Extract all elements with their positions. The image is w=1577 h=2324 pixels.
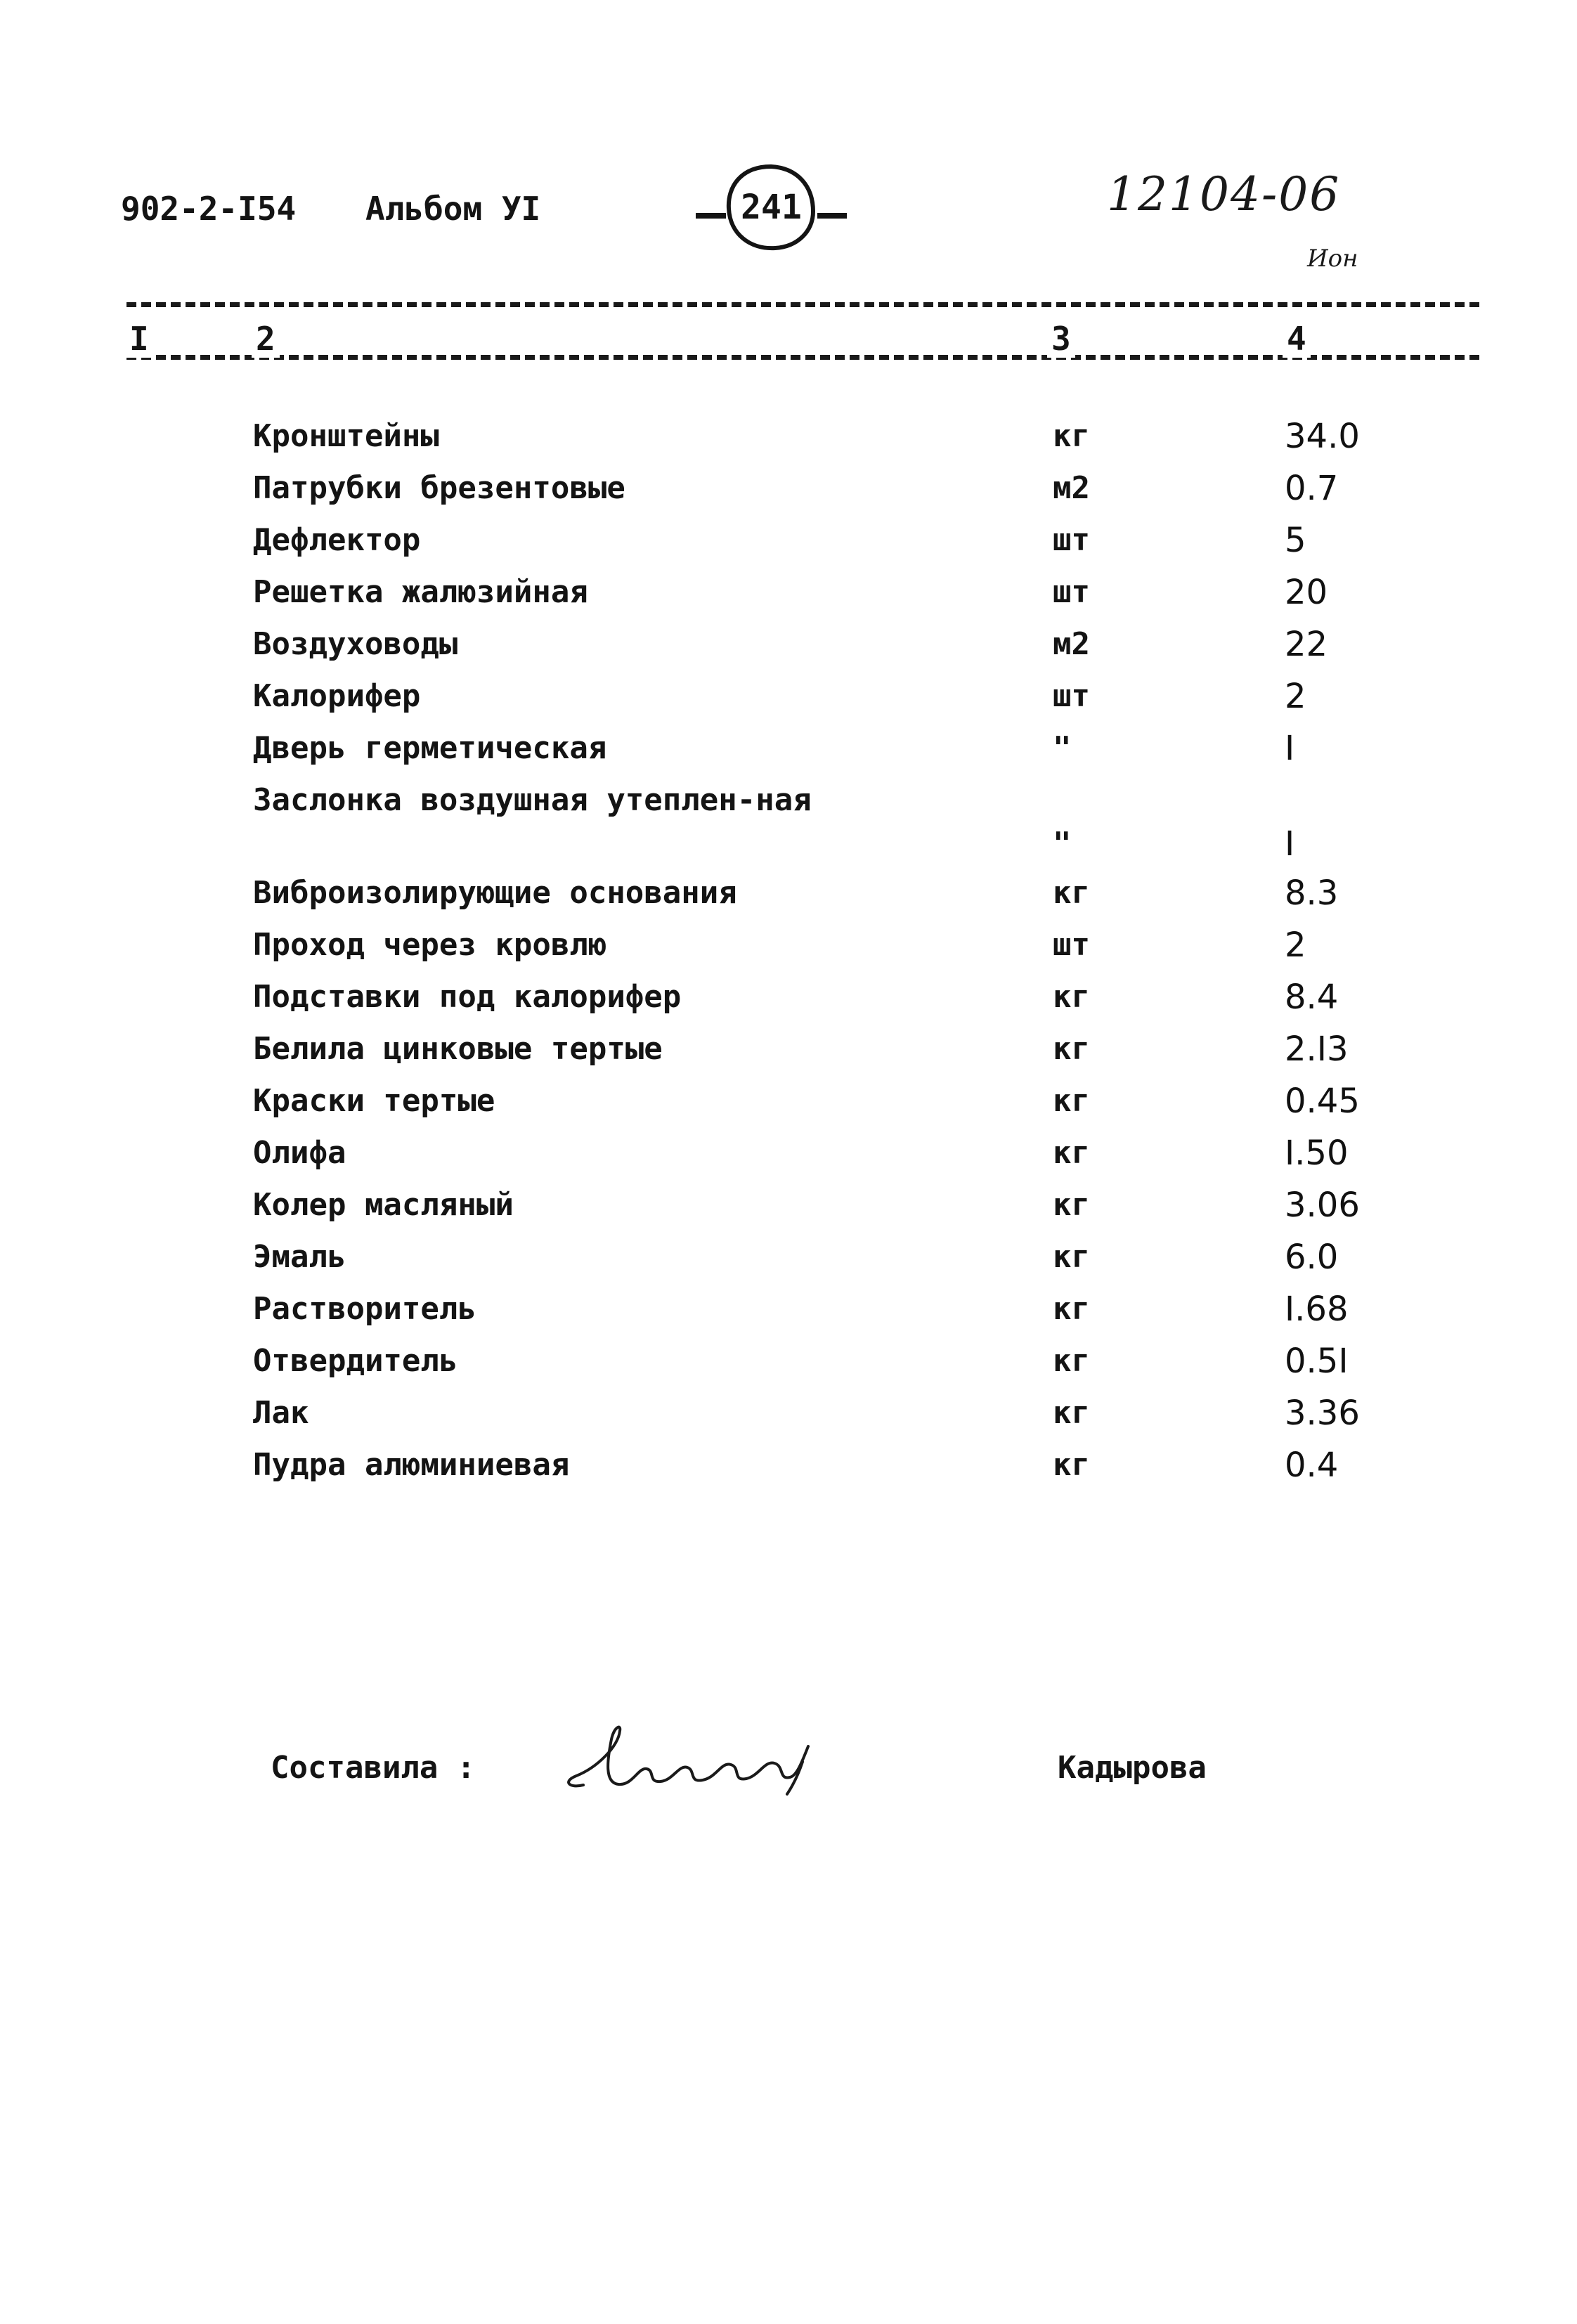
list-item [0,418,1577,470]
compiler-name: Кадырова [1058,1750,1207,1786]
item-name: Подставки под калорифер [253,979,682,1015]
item-unit: м2 [1053,626,1090,662]
list-item [0,626,1577,678]
item-unit: кг [1053,1135,1090,1171]
list-item [0,927,1577,979]
item-name: Эмаль [253,1239,346,1275]
item-unit: кг [1053,1031,1090,1067]
item-quantity: 34.0 [1285,417,1360,456]
item-name: Воздуховоды [253,626,458,662]
item-name: Заслонка воздушная утеплен-ная [253,782,812,818]
list-item [0,1031,1577,1083]
item-name: Виброизолирующие основания [253,875,737,911]
list-item [0,1343,1577,1395]
page-number: 241 [741,188,802,227]
item-unit: кг [1053,1395,1090,1431]
item-quantity: I [1285,824,1295,864]
item-name: Дверь герметическая [253,730,607,766]
item-quantity: 3.06 [1285,1186,1360,1225]
item-quantity: 5 [1285,521,1306,560]
item-unit: шт [1053,574,1090,610]
list-item [0,1135,1577,1187]
item-quantity: 2.I3 [1285,1030,1349,1069]
item-quantity: 0.45 [1285,1082,1360,1121]
item-name: Решетка жалюзийная [253,574,588,610]
column-number-1: I [125,320,153,358]
item-quantity: 0.7 [1285,469,1339,508]
list-item [0,1291,1577,1343]
item-name: Дефлектор [253,522,421,558]
item-name: Кронштейны [253,418,439,454]
item-unit: кг [1053,1447,1090,1483]
list-item [0,1187,1577,1239]
compiled-by-label: Составила : [271,1750,476,1786]
item-unit: кг [1053,875,1090,911]
item-name: Патрубки брезентовые [253,470,625,506]
signature [555,1718,822,1810]
item-quantity: 8.3 [1285,874,1339,913]
item-quantity: 6.0 [1285,1238,1339,1277]
item-quantity: 20 [1285,573,1328,612]
item-name: Пудра алюминиевая [253,1447,570,1483]
item-name: Лак [253,1395,309,1431]
item-unit: м2 [1053,470,1090,506]
registration-number: 12104-06 [1107,167,1341,221]
list-item [0,1395,1577,1447]
item-quantity: 2 [1285,926,1306,965]
item-name: Краски тертые [253,1083,495,1119]
column-number-2: 2 [252,320,280,358]
item-name: Отвердитель [253,1343,458,1379]
album-label: Альбом УI [365,190,541,228]
list-item [0,1083,1577,1135]
header-divider-top [126,302,1479,307]
list-item [0,730,1577,782]
item-quantity: I.68 [1285,1290,1349,1329]
item-unit: " [1053,826,1072,862]
list-item [0,678,1577,730]
item-quantity: 8.4 [1285,978,1339,1017]
page-number-stamp [692,158,850,257]
list-item [0,875,1577,927]
item-quantity: 2 [1285,677,1306,716]
item-name: Растворитель [253,1291,476,1327]
signature-scribble [555,1718,822,1810]
item-unit: кг [1053,418,1090,454]
handwritten-initials: Ион [1307,245,1358,273]
item-quantity: 0.5I [1285,1342,1349,1381]
item-unit: кг [1053,979,1090,1015]
item-unit: кг [1053,1083,1090,1119]
materials-list [0,418,1577,1499]
item-quantity: I.50 [1285,1134,1349,1173]
item-unit: кг [1053,1239,1090,1275]
document-code: 902-2-I54 [121,190,297,228]
item-name: Проход через кровлю [253,927,607,963]
item-quantity: 3.36 [1285,1394,1360,1433]
item-unit: " [1053,730,1072,766]
list-item [0,1447,1577,1499]
header-divider-bottom [126,355,1479,360]
list-item [0,782,1577,875]
item-unit: шт [1053,927,1090,963]
item-quantity: I [1285,729,1295,768]
item-unit: кг [1053,1343,1090,1379]
item-name: Олифа [253,1135,346,1171]
item-name: Калорифер [253,678,421,714]
item-unit: шт [1053,678,1090,714]
list-item [0,979,1577,1031]
list-item [0,522,1577,574]
column-number-3: 3 [1047,320,1075,358]
item-name: Белила цинковые тертые [253,1031,663,1067]
list-item [0,1239,1577,1291]
item-unit: кг [1053,1187,1090,1223]
item-quantity: 0.4 [1285,1446,1339,1485]
item-name: Колер масляный [253,1187,514,1223]
column-number-4: 4 [1283,320,1311,358]
item-quantity: 22 [1285,625,1328,664]
list-item [0,470,1577,522]
item-unit: кг [1053,1291,1090,1327]
item-unit: шт [1053,522,1090,558]
list-item [0,574,1577,626]
